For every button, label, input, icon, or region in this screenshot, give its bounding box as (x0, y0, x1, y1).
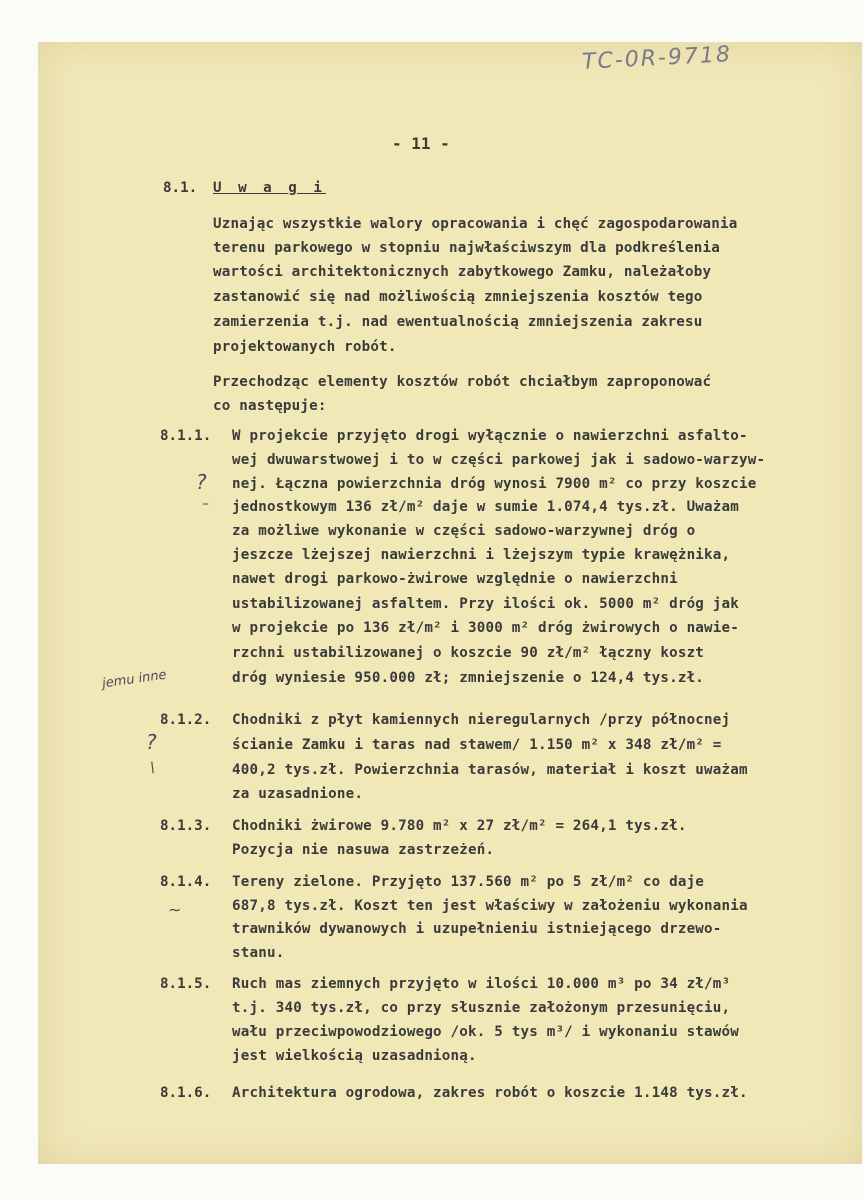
item-line: nawet drogi parkowo-żwirowe względnie o nawierzchni (232, 571, 678, 587)
lead-line: Przechodząc elementy kosztów robót chciałbym zaproponować (213, 374, 712, 390)
item-line: Ruch mas ziemnych przyjęto w ilości 10.000 m³ po 34 zł/m³ (232, 976, 731, 992)
page-number: - 11 - (392, 134, 450, 153)
item-line: Chodniki żwirowe 9.780 m² x 27 zł/m² = 264,1 tys.zł. (232, 818, 687, 834)
item-line: Pozycja nie nasuwa zastrzeżeń. (232, 842, 495, 858)
item-number: 8.1.5. (160, 976, 212, 992)
margin-tick-mark: \ (150, 760, 155, 776)
margin-question-mark: ? (196, 470, 207, 494)
item-line: ustabilizowanej asfaltem. Przy ilości ok. 5000 m² dróg jak (232, 596, 740, 612)
item-number: 8.1.2. (160, 712, 212, 728)
margin-question-mark: ? (146, 730, 157, 754)
item-line: Chodniki z płyt kamiennych nieregularnych /przy północnej (232, 712, 731, 728)
item-line: stanu. (232, 945, 285, 961)
intro-line: zastanowić się nad możliwością zmniejszenia kosztów tego (213, 289, 703, 305)
item-line: 687,8 tys.zł. Koszt ten jest właściwy w założeniu wykonania (232, 898, 748, 914)
item-line: w projekcie po 136 zł/m² i 3000 m² dróg żwirowych o nawie- (232, 620, 740, 636)
margin-handwritten-note: jemu inne (101, 667, 168, 692)
item-line: jednostkowym 136 zł/m² daje w sumie 1.074,4 tys.zł. Uważam (232, 499, 740, 515)
item-number: 8.1.3. (160, 818, 212, 834)
item-line: W projekcie przyjęto drogi wyłącznie o nawierzchni asfalto- (232, 428, 748, 444)
item-line: Architektura ogrodowa, zakres robót o koszcie 1.148 tys.zł. (232, 1085, 748, 1101)
margin-wave-mark: ∼ (168, 900, 182, 919)
item-number: 8.1.6. (160, 1085, 212, 1101)
section-number: 8.1. (163, 180, 198, 196)
intro-line: zamierzenia t.j. nad ewentualnością zmniejszenia zakresu (213, 314, 703, 330)
item-line: dróg wyniesie 950.000 zł; zmniejszenie o 124,4 tys.zł. (232, 670, 705, 686)
item-number: 8.1.1. (160, 428, 212, 444)
item-line: rzchni ustabilizowanej o koszcie 90 zł/m² łączny koszt (232, 645, 705, 661)
item-line: t.j. 340 tys.zł, co przy słusznie założonym przesunięciu, (232, 1000, 731, 1016)
item-line: jeszcze lżejszej nawierzchni i lżejszym typie krawężnika, (232, 547, 731, 563)
intro-line: Uznając wszystkie walory opracowania i chęć zagospodarowania (213, 216, 738, 232)
item-number: 8.1.4. (160, 874, 212, 890)
margin-dash-mark: – (202, 496, 209, 512)
item-line: trawników dywanowych i uzupełnieniu istniejącego drzewo- (232, 921, 722, 937)
item-line: jest wielkością uzasadnioną. (232, 1048, 477, 1064)
item-line: za możliwe wykonanie w części sadowo-warzywnej dróg o (232, 523, 696, 539)
item-line: wału przeciwpowodziowego /ok. 5 tys m³/ i wykonaniu stawów (232, 1024, 740, 1040)
item-line: wej dwuwarstwowej i to w części parkowej jak i sadowo-warzyw- (232, 452, 766, 468)
intro-line: projektowanych robót. (213, 339, 397, 355)
intro-line: terenu parkowego w stopniu najwłaściwszym dla podkreślenia (213, 240, 721, 256)
item-line: 400,2 tys.zł. Powierzchnia tarasów, materiał i koszt uważam (232, 762, 748, 778)
item-line: Tereny zielone. Przyjęto 137.560 m² po 5 zł/m² co daje (232, 874, 705, 890)
archive-reference: TC-0R-9718 (581, 42, 733, 75)
intro-line: wartości architektonicznych zabytkowego Zamku, należałoby (213, 264, 712, 280)
item-line: za uzasadnione. (232, 786, 364, 802)
item-line: nej. Łączna powierzchnia dróg wynosi 7900 m² co przy koszcie (232, 476, 757, 492)
lead-line: co następuje: (213, 398, 327, 414)
item-line: ścianie Zamku i taras nad stawem/ 1.150 m² x 348 zł/m² = (232, 737, 722, 753)
section-title: U w a g i (213, 180, 326, 196)
